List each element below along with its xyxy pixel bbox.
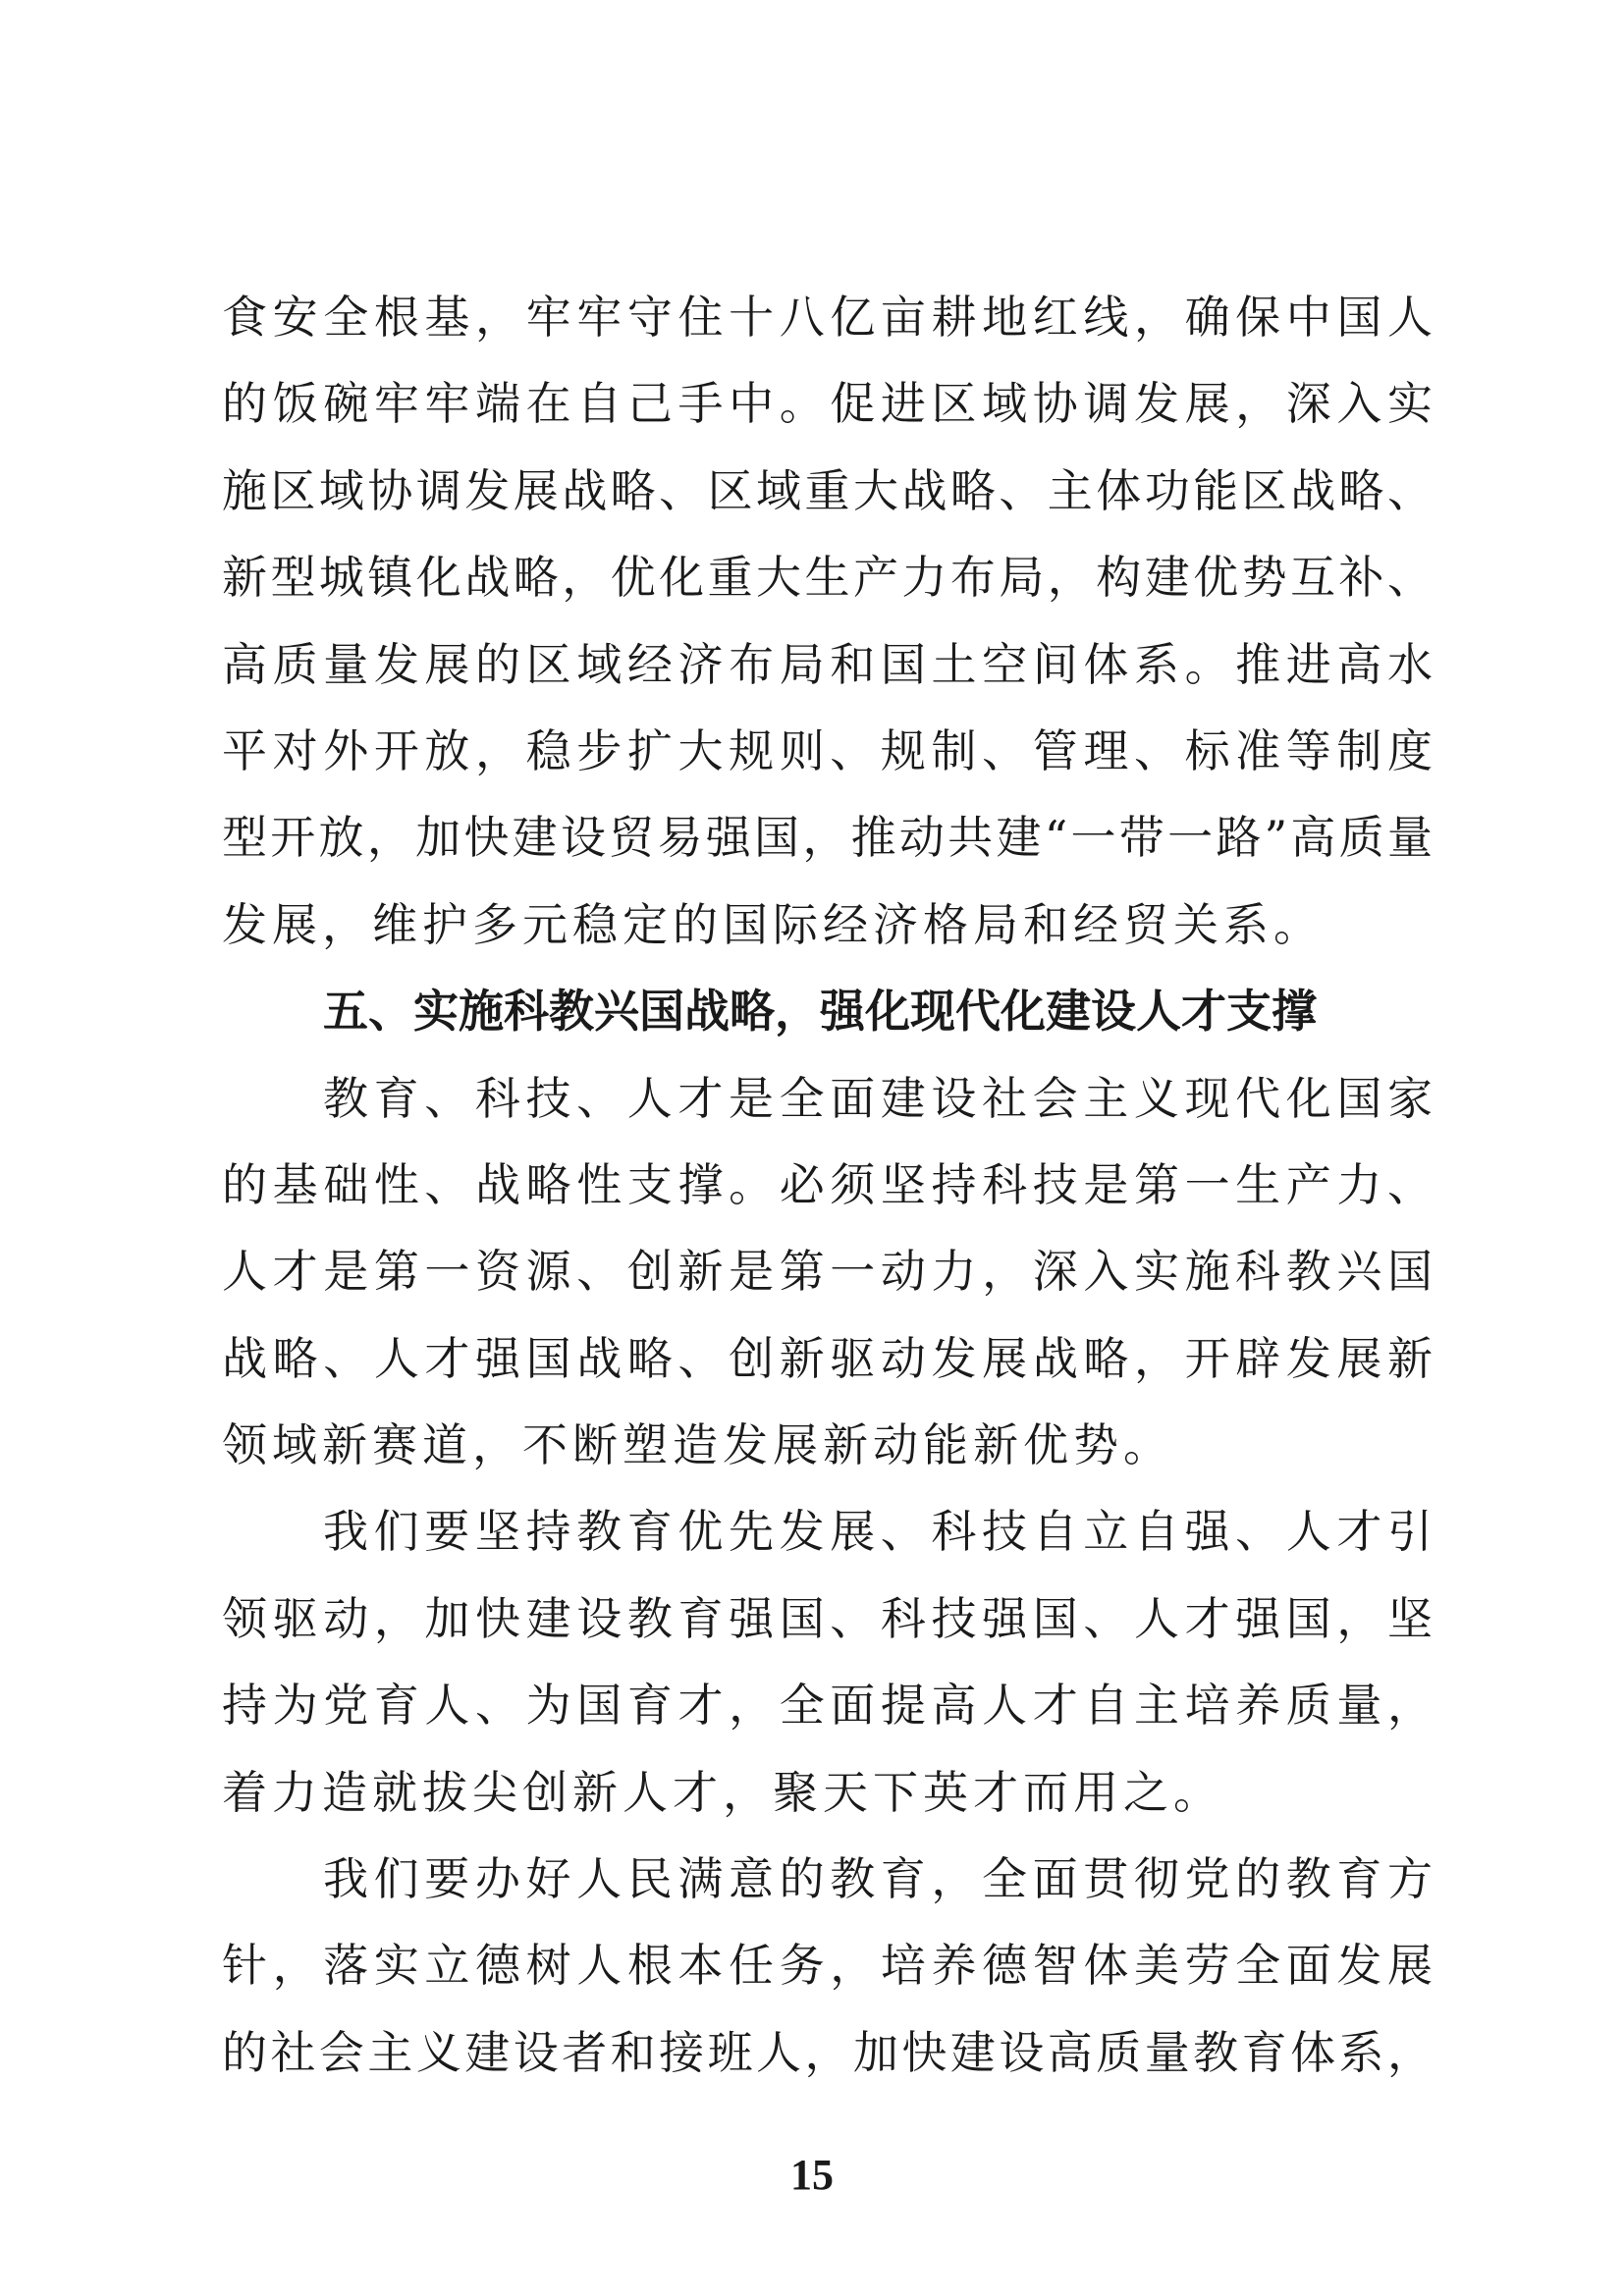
text-line: 施区域协调发展战略、区域重大战略、主体功能区战略、	[222, 463, 1433, 517]
text-line: 的基础性、战略性支撑。必须坚持科技是第一生产力、	[222, 1157, 1433, 1211]
text-line: 针，落实立德树人根本任务，培养德智体美劳全面发展	[222, 1939, 1433, 1993]
paragraph	[222, 274, 1433, 968]
text-line: 着力造就拔尖创新人才，聚天下英才而用之。	[222, 1765, 1223, 1819]
text-line: 领驱动，加快建设教育强国、科技强国、人才强国，坚	[222, 1591, 1433, 1645]
text-line: 的饭碗牢牢端在自己手中。促进区域协调发展，深入实	[222, 377, 1433, 431]
text-line: 我们要坚持教育优先发展、科技自立自强、人才引	[323, 1505, 1433, 1559]
paragraph	[222, 1055, 1433, 1489]
paragraph	[222, 1836, 1433, 2096]
text-line: 五、实施科教兴国战略，强化现代化建设人才支撑	[323, 985, 1317, 1039]
text-line: 教育、科技、人才是全面建设社会主义现代化国家	[323, 1071, 1433, 1125]
text-line: 发展，维护多元稳定的国际经济格局和经贸关系。	[222, 897, 1324, 951]
text-line: 我们要办好人民满意的教育，全面贯彻党的教育方	[323, 1852, 1433, 1906]
text-line: 型开放，加快建设贸易强国，推动共建“一带一路”高质量	[222, 811, 1433, 865]
paragraph	[222, 1488, 1433, 1836]
section-heading	[222, 968, 1433, 1054]
page-number: 15	[790, 2151, 834, 2199]
text-line: 人才是第一资源、创新是第一动力，深入实施科教兴国	[222, 1245, 1433, 1299]
text-line: 持为党育人、为国育才，全面提高人才自主培养质量，	[222, 1679, 1433, 1733]
text-line: 平对外开放，稳步扩大规则、规制、管理、标准等制度	[222, 723, 1433, 777]
text-line: 领域新赛道，不断塑造发展新动能新优势。	[222, 1418, 1173, 1472]
text-line: 高质量发展的区域经济布局和国土空间体系。推进高水	[222, 637, 1433, 691]
document-body	[222, 274, 1433, 2096]
text-line: 的社会主义建设者和接班人，加快建设高质量教育体系，	[222, 2025, 1433, 2079]
text-line: 食安全根基，牢牢守住十八亿亩耕地红线，确保中国人	[222, 291, 1433, 344]
text-line: 新型城镇化战略，优化重大生产力布局，构建优势互补、	[222, 551, 1433, 605]
text-line: 战略、人才强国战略、创新驱动发展战略，开辟发展新	[222, 1331, 1433, 1385]
